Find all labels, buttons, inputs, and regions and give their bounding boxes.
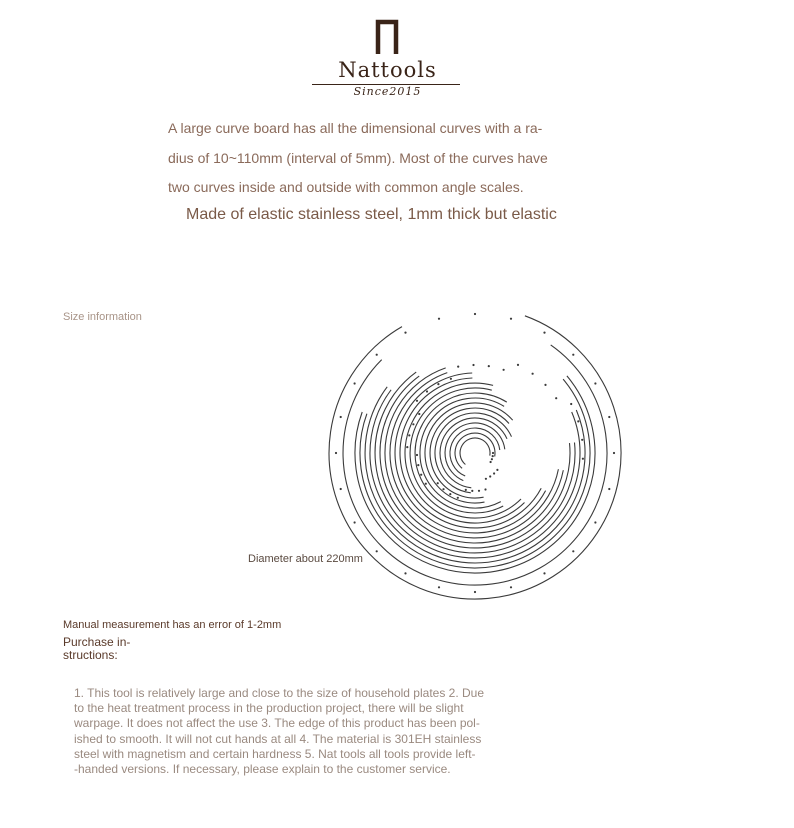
instruction-line: warpage. It does not affect the use 3. The edge of this product has been pol-: [74, 716, 480, 731]
instruction-line: to the heat treatment process in the production project, there will be slight: [74, 701, 464, 716]
diameter-label: Diameter about 220mm: [248, 553, 363, 565]
scale-dot: [457, 366, 459, 368]
instruction-line: -handed versions. If necessary, please explain to the customer service.: [74, 762, 451, 777]
purchase-title-line: structions:: [63, 648, 118, 662]
scale-dot: [412, 423, 414, 425]
instructions-text: [74, 686, 524, 777]
scale-dot: [491, 458, 493, 460]
scale-dot: [510, 586, 512, 588]
scale-dot: [416, 400, 418, 402]
brand-name: Nattools: [338, 58, 437, 82]
scale-dot: [485, 478, 487, 480]
nattools-logo-mark: [375, 18, 399, 56]
scale-dot: [416, 454, 418, 456]
scale-dot: [493, 472, 495, 474]
scale-dot: [417, 464, 419, 466]
curve-slot: [343, 345, 607, 585]
scale-dot: [404, 572, 406, 574]
scale-dot: [450, 378, 452, 380]
scale-dot: [496, 469, 498, 471]
scale-dot: [335, 452, 337, 454]
scale-dot: [418, 413, 420, 415]
scale-dot: [581, 439, 583, 441]
scale-dot: [474, 591, 476, 593]
scale-dot: [555, 397, 557, 399]
scale-dot: [543, 332, 545, 334]
curve-slot: [360, 379, 590, 568]
scale-dot: [472, 364, 474, 366]
scale-dot: [570, 403, 572, 405]
scale-dot: [613, 452, 615, 454]
curve-slot: [445, 423, 505, 481]
brand-since: Since2015: [353, 85, 422, 98]
purchase-title-line: Purchase in-: [63, 635, 131, 649]
scale-dot: [492, 455, 494, 457]
scale-dot: [577, 420, 579, 422]
scale-dot: [425, 483, 427, 485]
scale-dot: [594, 521, 596, 523]
curve-slot: [420, 398, 504, 508]
scale-dot: [376, 354, 378, 356]
scale-dot: [340, 416, 342, 418]
instruction-line: 1. This tool is relatively large and close to the size of household plates 2. Due: [74, 686, 485, 700]
scale-dot: [532, 373, 534, 375]
intro-line: two curves inside and outside with common angle scales.: [168, 179, 524, 195]
curve-slot: [400, 378, 541, 528]
scale-dot: [510, 318, 512, 320]
curve-slot: [410, 388, 521, 518]
scale-dot: [572, 354, 574, 356]
scale-dot: [492, 452, 494, 454]
scale-dot: [406, 446, 408, 448]
curve-slot: [329, 316, 621, 599]
scale-dot: [449, 493, 451, 495]
scale-dot: [426, 390, 428, 392]
scale-dot: [442, 488, 444, 490]
curve-slot: [450, 428, 500, 476]
scale-dot: [438, 318, 440, 320]
curve-slot: [460, 438, 490, 465]
scale-dot: [490, 461, 492, 463]
scale-dot: [354, 521, 356, 523]
scale-dot: [474, 313, 476, 315]
measurement-error-note: Manual measurement has an error of 1-2mm: [63, 619, 282, 631]
scale-dot: [572, 550, 574, 552]
instruction-line: steel with magnetism and certain hardness 5. Nat tools all tools provide left-: [74, 746, 476, 761]
scale-dot: [582, 458, 584, 460]
scale-dot: [404, 332, 406, 334]
scale-dot: [608, 416, 610, 418]
scale-dot: [437, 383, 439, 385]
instruction-line: ished to smooth. It will not cut hands at all 4. The material is 301EH stainless: [74, 731, 482, 746]
scale-dot: [543, 572, 545, 574]
scale-dot: [420, 474, 422, 476]
curve-slot: [395, 373, 546, 533]
scale-dot: [517, 364, 519, 366]
curve-slot: [435, 413, 512, 493]
size-information-label: Size information: [63, 311, 142, 323]
scale-dot: [438, 586, 440, 588]
scale-dot: [503, 369, 505, 371]
intro-line: A large curve board has all the dimensional curves with a ra-: [168, 120, 543, 136]
scale-dot: [484, 488, 486, 490]
scale-dot: [489, 475, 491, 477]
scale-dot: [488, 365, 490, 367]
purchase-instructions-title: [63, 636, 143, 662]
intro-line: dius of 10~110mm (interval of 5mm). Most of the curves have: [168, 150, 548, 166]
curve-slot: [380, 376, 570, 548]
scale-dot: [478, 490, 480, 492]
scale-dot: [354, 382, 356, 384]
scale-dot: [471, 490, 473, 492]
scale-dot: [408, 434, 410, 436]
scale-dot: [340, 488, 342, 490]
scale-dot: [594, 382, 596, 384]
curve-slot: [385, 368, 563, 543]
scale-dot: [465, 489, 467, 491]
scale-dot: [437, 482, 439, 484]
scale-dot: [457, 497, 459, 499]
curve-board-illustration: [322, 305, 628, 605]
scale-dot: [608, 488, 610, 490]
curve-slot: [430, 408, 509, 498]
material-statement: Made of elastic stainless steel, 1mm thick but elastic: [186, 206, 557, 223]
scale-dot: [376, 550, 378, 552]
scale-dot: [544, 384, 546, 386]
